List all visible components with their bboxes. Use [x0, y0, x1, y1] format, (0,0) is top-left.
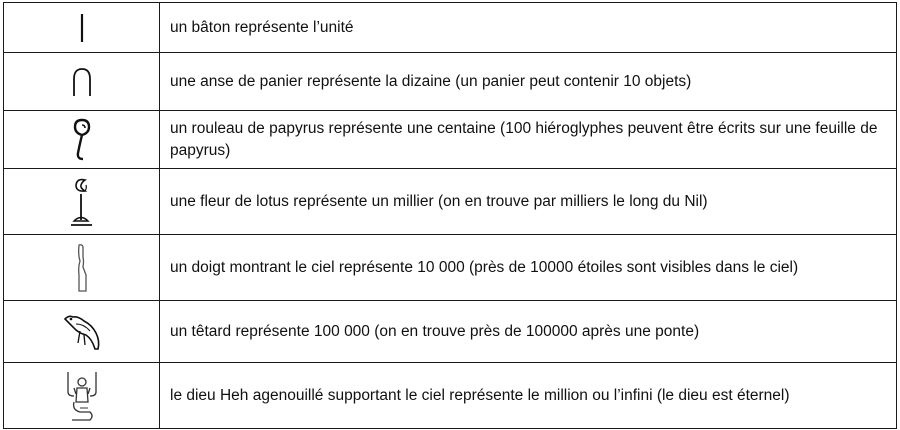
glyph-cell	[4, 111, 160, 169]
description-cell: le dieu Heh agenouillé supportant le ciel représente le million ou l’infini (le dieu est éternel)	[160, 363, 897, 429]
hieroglyph-numerals-table	[3, 2, 897, 429]
table-row	[4, 111, 897, 169]
tadpole-glyph-icon	[60, 309, 104, 355]
papyrus-roll-glyph-icon	[67, 117, 97, 163]
glyph-cell	[4, 235, 160, 301]
heel-bone-glyph-icon	[67, 65, 97, 99]
glyph-cell	[4, 53, 160, 111]
glyph-cell	[4, 169, 160, 235]
table-row	[4, 235, 897, 301]
table-row	[4, 3, 897, 53]
glyph-cell	[4, 3, 160, 53]
table-row	[4, 53, 897, 111]
heh-god-glyph-icon	[60, 368, 104, 424]
table-row	[4, 301, 897, 363]
description-cell: un doigt montrant le ciel représente 10 000 (près de 10000 étoiles sont visibles dans le ciel)	[160, 235, 897, 301]
finger-glyph-icon	[70, 241, 94, 295]
description-cell: un têtard représente 100 000 (on en trouve près de 100000 après une ponte)	[160, 301, 897, 363]
description-cell: une anse de panier représente la dizaine (un panier peut contenir 10 objets)	[160, 53, 897, 111]
glyph-cell	[4, 301, 160, 363]
table-row	[4, 169, 897, 235]
description-cell: une fleur de lotus représente un millier (on en trouve par milliers le long du Nil)	[160, 169, 897, 235]
glyph-cell	[4, 363, 160, 429]
table-row	[4, 363, 897, 429]
description-cell: un rouleau de papyrus représente une centaine (100 hiéroglyphes peuvent être écrits sur une feuille de papyrus)	[160, 111, 897, 169]
description-cell: un bâton représente l’unité	[160, 3, 897, 53]
stroke-glyph-icon	[72, 11, 92, 45]
lotus-flower-glyph-icon	[65, 174, 99, 230]
